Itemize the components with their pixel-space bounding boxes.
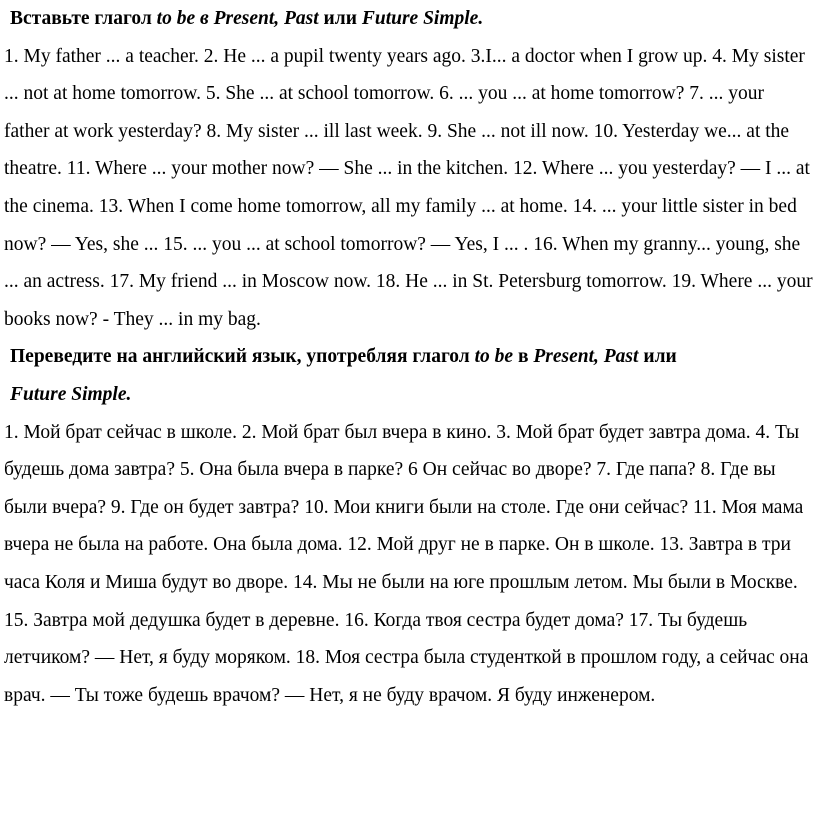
heading-2-part-6: Future Simple.: [10, 383, 132, 405]
document-page: [4, 0, 814, 714]
heading-2-part-2: to be: [474, 346, 514, 368]
heading-1-part-3: или: [318, 8, 362, 29]
heading-2-part-4: Present, Past: [533, 346, 639, 368]
exercise-2-heading: [4, 338, 814, 413]
heading-2-part-5: или: [638, 346, 677, 368]
exercise-1-text: 1. My father ... a teacher. 2. He ... a pupil twenty years ago. 3.I... a doctor when I grow up. 4. My sister ... not at home tomorrow. 5. She ... at school tomorrow. 6. ... you ... at home tomorrow? 7. ... your father at work yesterday? 8. My sister ... ill last week. 9. She ... not ill now. 10. Yesterday we... at the theatre. 11. Where ... your mother now? — She ... in the kitchen. 12. Where ... you yesterday? — I ... at the cinema. 13. When I come home tomorrow, all my family ... at home. 14. ... your little sister in bed now? — Yes, she ... 15. ... you ... at school tomorrow? — Yes, I ... . 16. When my granny... young, she ... an actress. 17. My friend ... in Moscow now. 18. He ... in St. Petersburg tomorrow. 19. Where ... your books now? - They ... in my bag.: [4, 45, 813, 330]
exercise-2-text: 1. Мой брат сейчас в школе. 2. Мой брат был вчера в кино. 3. Мой брат будет завтра дома. 4. Ты будешь дома завтра? 5. Она была вчера в парке? 6 Он сейчас во дворе? 7. Где папа? 8. Где вы были вчера? 9. Где он будет завтра? 10. Мои книги были на столе. Где они сейчас? 11. Моя мама вчера не была на работе. Она была дома. 12. Мой друг не в парке. Он в школе. 13. Завтра в три часа Коля и Миша будут во дворе. 14. Мы не были на юге прошлым летом. Мы были в Москве. 15. Завтра мой дедушка будет в деревне. 16. Когда твоя сестра будет дома? 17. Ты будешь летчиком? — Нет, я буду моряком. 18. Моя сестра была студенткой в прошлом году, а сейчас она врач. — Ты тоже будешь врачом? — Нет, я не буду врачом. Я буду инженером.: [4, 421, 809, 706]
heading-2-part-1: Переведите на английский язык, употребляя глагол: [10, 346, 475, 368]
exercise-1-heading: [4, 0, 814, 38]
heading-2-part-3: в: [513, 346, 534, 368]
heading-1-part-4: Future Simple.: [361, 8, 484, 29]
heading-1-part-2: to be в Present, Past: [156, 8, 319, 29]
heading-1-part-1: Вставьте глагол: [10, 8, 157, 29]
